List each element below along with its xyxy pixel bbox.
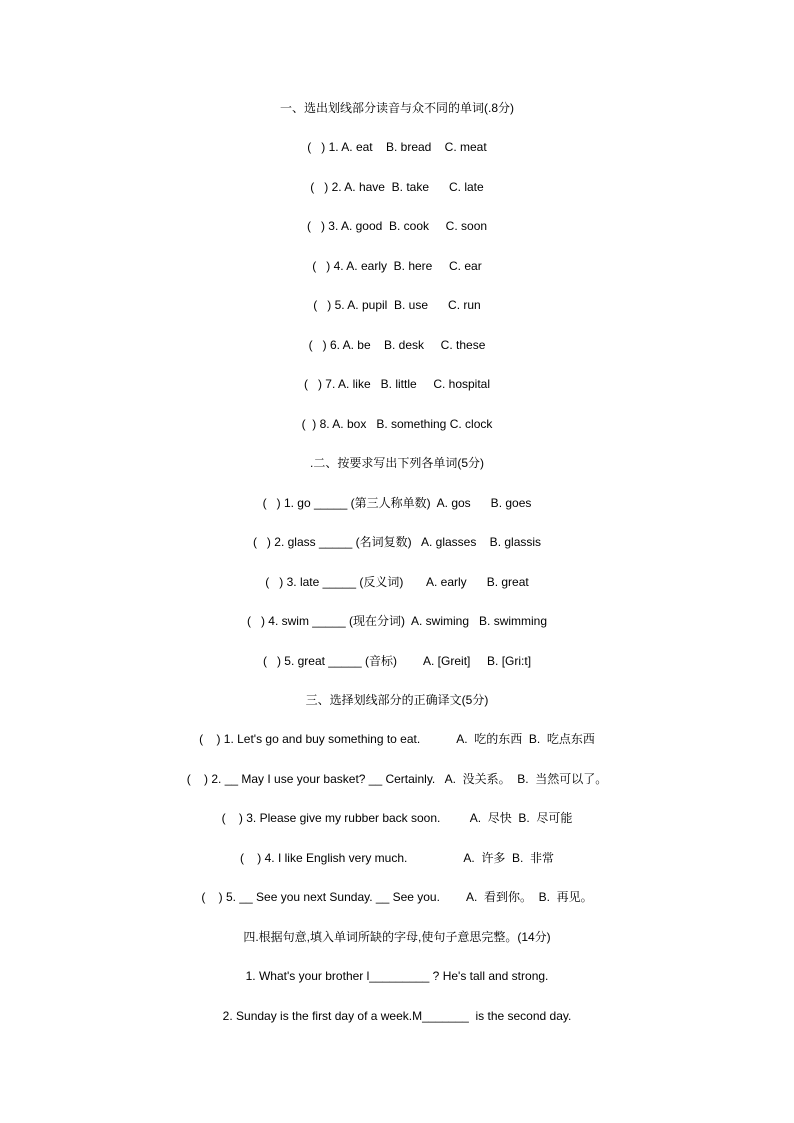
section2-heading: .二、按要求写出下列各单词(5分)	[309, 456, 484, 470]
section1-question-8: ( ) 8. A. box B. something C. clock	[301, 417, 493, 431]
section2-question-4: ( ) 4. swim _____ (现在分词) A. swiming B. swimming	[246, 614, 548, 628]
section2-question-3: ( ) 3. late _____ (反义词) A. early B. great	[265, 575, 529, 589]
section3-question-4: ( ) 4. I like English very much. A. 许多 B. 非常	[239, 851, 555, 865]
section1-question-1: ( ) 1. A. eat B. bread C. meat	[307, 140, 487, 154]
section4-heading: 四.根据句意,填入单词所缺的字母,使句子意思完整。(14分)	[243, 930, 551, 944]
section4-question-2: 2. Sunday is the first day of a week.M_______ is the second day.	[222, 1009, 572, 1023]
section4-question-1: 1. What's your brother l_________ ? He's tall and strong.	[245, 969, 549, 983]
section3-question-5: ( ) 5. __ See you next Sunday. __ See you. A. 看到你。 B. 再见。	[201, 890, 593, 904]
section1-question-7: ( ) 7. A. like B. little C. hospital	[303, 377, 491, 391]
section3-question-3: ( ) 3. Please give my rubber back soon. A. 尽快 B. 尽可能	[221, 811, 573, 825]
section1-question-6: ( ) 6. A. be B. desk C. these	[308, 338, 486, 352]
section1-heading: 一、选出划线部分读音与众不同的单词(.8分)	[279, 101, 514, 115]
section1-question-4: ( ) 4. A. early B. here C. ear	[312, 259, 482, 273]
section3-question-2: ( ) 2. __ May I use your basket? __ Certainly. A. 没关系。 B. 当然可以了。	[186, 772, 608, 786]
section1-question-5: ( ) 5. A. pupil B. use C. run	[313, 298, 481, 312]
section2-question-5: ( ) 5. great _____ (音标) A. [Greit] B. [Gri:t]	[262, 654, 532, 668]
section3-question-1: ( ) 1. Let's go and buy something to eat. A. 吃的东西 B. 吃点东西	[199, 732, 595, 746]
section3-heading: 三、选择划线部分的正确译文(5分)	[305, 693, 489, 707]
section2-question-2: ( ) 2. glass _____ (名词复数) A. glasses B. glassis	[252, 535, 542, 549]
section2-question-1: ( ) 1. go _____ (第三人称单数) A. gos B. goes	[262, 496, 532, 510]
section1-question-3: ( ) 3. A. good B. cook C. soon	[306, 219, 488, 233]
section1-question-2: ( ) 2. A. have B. take C. late	[310, 180, 484, 194]
